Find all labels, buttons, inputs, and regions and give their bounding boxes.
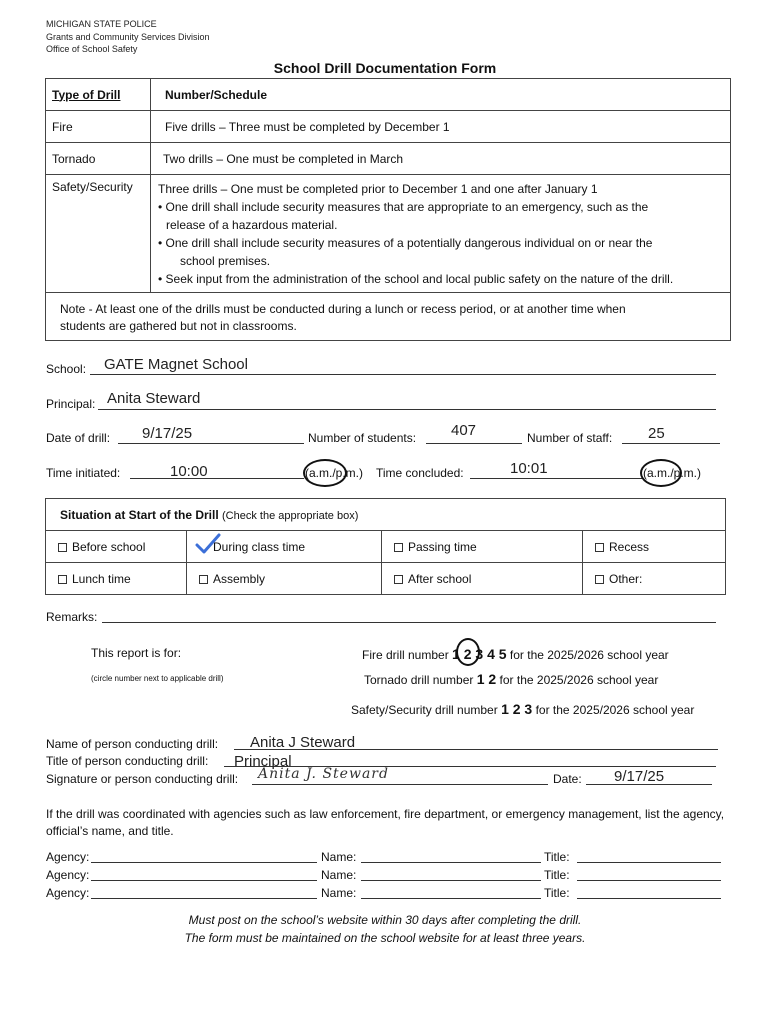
footer-line-1: Must post on the school’s website within 30 days after completing the drill. [188,913,582,927]
agency-note: If the drill was coordinated with agencies such as law enforcement, fire department, or emergency management, list the agency, official’s name, and title. [46,807,725,838]
checkbox-icon[interactable] [58,543,67,552]
agency-title-field-1[interactable] [577,850,721,863]
checkbox-icon[interactable] [394,575,403,584]
security-schedule: Three drills – One must be completed prior to December 1 and one after January 1 [158,182,598,196]
fire-drill-numbers[interactable]: 1 2 3 4 5 [452,646,507,662]
school-value: GATE Magnet School [104,356,248,373]
header-division: Grants and Community Services Division [46,32,210,42]
date-value: 9/17/25 [142,425,193,442]
agency-title-label-1: Title: [544,850,570,864]
am-circle-mark-2 [640,459,682,487]
person-title-value: Principal [234,753,292,770]
report-for-label: This report is for: [91,646,182,660]
col-type-header: Type of Drill [52,87,121,102]
principal-label: Principal: [46,397,96,411]
checkbox-icon[interactable] [58,575,67,584]
security-drill-numbers[interactable]: 1 2 3 [501,701,533,717]
security-bullet-1: • One drill shall include security measures that are appropriate to an emergency, such as the [158,200,649,214]
agency-field-1[interactable] [91,850,317,863]
time-concluded-ampm: (a.m./p.m.) [643,466,702,480]
tornado-drill-prefix: Tornado drill number [364,673,474,687]
checkbox-icon[interactable] [394,543,403,552]
time-concluded-value: 10:01 [510,460,548,477]
remarks-label: Remarks: [46,610,98,624]
person-name-value: Anita J Steward [250,734,356,751]
person-title-label: Title of person conducting drill: [46,754,209,768]
agency-name-field-3[interactable] [361,886,541,899]
footer-line-2: The form must be maintained on the school website for at least three years. [184,931,586,945]
time-initiated-ampm: (a.m./p.m.) [305,466,364,480]
fire-type: Fire [52,119,73,134]
security-bullet-2-cont: school premises. [180,254,271,268]
option-recess[interactable]: Recess [583,531,726,563]
students-label: Number of students: [308,431,417,445]
time-initiated-label: Time initiated: [46,466,121,480]
security-bullet-3: • Seek input from the administration of the school and local public safety on the nature of the drill. [158,272,674,286]
agency-label-2: Agency: [46,868,90,882]
fire-drill-suffix: for the 2025/2026 school year [509,648,669,662]
situation-header: Situation at Start of the Drill [60,507,219,522]
person-name-label: Name of person conducting drill: [46,737,219,751]
security-type: Safety/Security [52,180,133,194]
remarks-field[interactable] [102,610,716,623]
agency-label-3: Agency: [46,886,90,900]
agency-field-2[interactable] [91,868,317,881]
col-schedule-header: Number/Schedule [165,87,268,102]
option-passing-time[interactable]: Passing time [382,531,583,563]
situation-header-note: (Check the appropriate box) [222,509,359,522]
checkbox-icon[interactable] [199,575,208,584]
circle-note: (circle number next to applicable drill) [91,674,224,683]
situation-table [45,498,726,595]
note-line-2: students are gathered but not in classrooms. [60,319,297,333]
staff-label: Number of staff: [527,431,613,445]
checkbox-icon[interactable] [595,575,604,584]
time-concluded-label: Time concluded: [376,466,464,480]
drill-requirements-table [45,78,731,341]
fire-schedule: Five drills – Three must be completed by December 1 [165,119,450,134]
header-agency: MICHIGAN STATE POLICE [46,19,157,29]
tornado-type: Tornado [52,151,96,166]
option-lunch-time[interactable]: Lunch time [46,563,187,595]
students-value: 407 [451,422,477,439]
school-label: School: [46,362,87,376]
form-title: School Drill Documentation Form [273,60,497,76]
agency-title-label-2: Title: [544,868,570,882]
signature-date-label: Date: [553,772,582,786]
tornado-drill-numbers[interactable]: 1 2 [476,671,497,687]
agency-name-field-2[interactable] [361,868,541,881]
tornado-schedule: Two drills – One must be completed in March [163,151,404,166]
security-drill-suffix: for the 2025/2026 school year [535,703,695,717]
time-concluded-field[interactable] [470,466,642,479]
principal-value: Anita Steward [107,390,201,407]
am-circle-mark [303,459,347,487]
security-bullet-2: • One drill shall include security measures of a potentially dangerous individual on or near the [158,236,653,250]
agency-name-label-3: Name: [321,886,357,900]
time-initiated-value: 10:00 [170,463,208,480]
tornado-drill-suffix: for the 2025/2026 school year [499,673,659,687]
checkbox-icon[interactable] [595,543,604,552]
agency-title-label-3: Title: [544,886,570,900]
agency-title-field-2[interactable] [577,868,721,881]
agency-name-label-1: Name: [321,850,357,864]
time-initiated-field[interactable] [130,466,304,479]
fire-number-circle-mark [456,638,480,666]
signature-value: Anita J. Steward [258,766,389,782]
checkmark-icon [195,533,221,555]
security-drill-prefix: Safety/Security drill number [351,703,498,717]
agency-label-1: Agency: [46,850,90,864]
note-line-1: Note - At least one of the drills must be conducted during a lunch or recess period, or at another time when [60,302,626,316]
agency-title-field-3[interactable] [577,886,721,899]
option-assembly[interactable]: Assembly [187,563,382,595]
header-office: Office of School Safety [46,44,138,54]
agency-name-field-1[interactable] [361,850,541,863]
fire-drill-prefix: Fire drill number [362,648,449,662]
date-label: Date of drill: [46,431,111,445]
option-before-school[interactable]: Before school [46,531,187,563]
security-bullet-1-cont: release of a hazardous material. [166,218,338,232]
agency-field-3[interactable] [91,886,317,899]
staff-value: 25 [648,425,665,442]
option-during-class[interactable]: During class time [187,531,382,563]
signature-date-value: 9/17/25 [614,768,665,785]
agency-name-label-2: Name: [321,868,357,882]
option-after-school[interactable]: After school [382,563,583,595]
signature-label: Signature or person conducting drill: [46,772,239,786]
option-other[interactable]: Other: [583,563,726,595]
staff-field[interactable] [622,431,720,444]
